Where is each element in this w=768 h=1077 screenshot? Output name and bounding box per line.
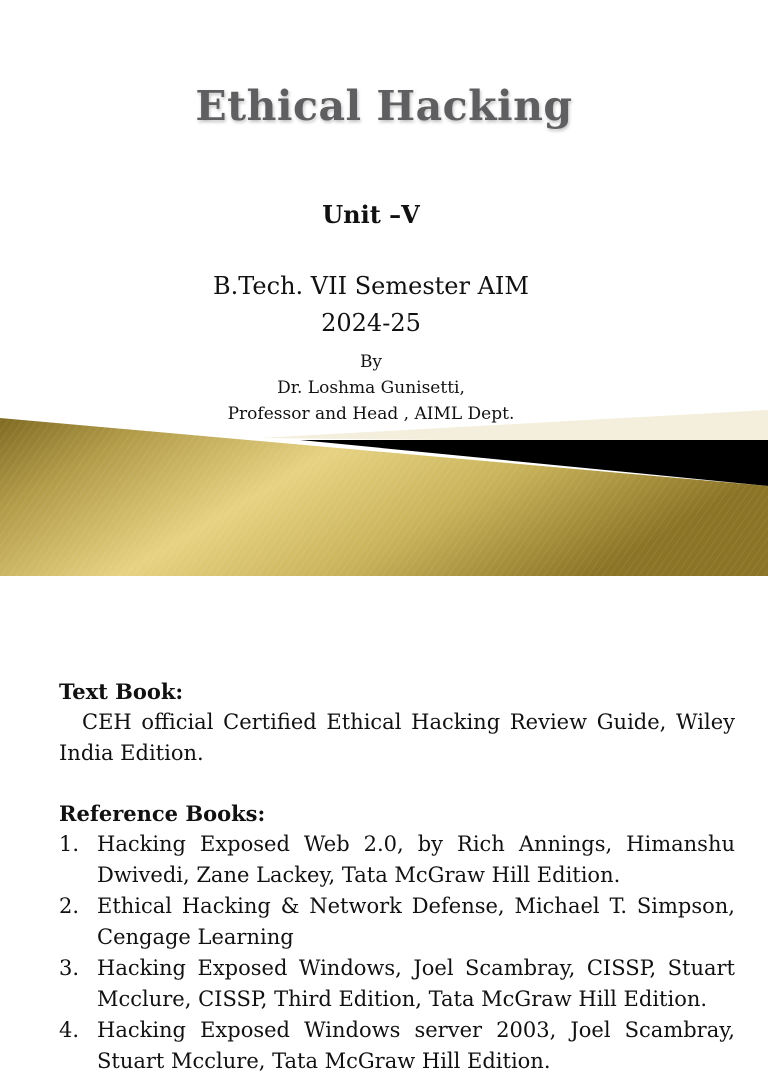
slide-title: Ethical Hacking — [195, 82, 573, 130]
list-item — [59, 1015, 735, 1077]
reference-list — [59, 829, 735, 1077]
list-item — [59, 829, 735, 891]
list-item — [59, 891, 735, 953]
course-label: B.Tech. VII Semester AIM — [213, 272, 529, 300]
reference-text: Hacking Exposed Windows server 2003, Joel Scambray, Stuart Mcclure, Tata McGraw Hill Edition. — [97, 1018, 735, 1073]
list-number: 1. — [59, 832, 80, 856]
author-name: Dr. Loshma Gunisetti, — [277, 378, 465, 398]
list-number: 3. — [59, 956, 80, 980]
list-number: 2. — [59, 894, 80, 918]
by-label: By — [359, 352, 383, 372]
unit-label: Unit –V — [322, 200, 420, 229]
reference-text: Ethical Hacking & Network Defense, Michael T. Simpson, Cengage Learning — [97, 894, 735, 949]
decorative-band — [0, 410, 768, 576]
author-role: Professor and Head , AIML Dept. — [227, 404, 515, 424]
list-number: 4. — [59, 1018, 80, 1042]
reference-heading: Reference Books: — [59, 801, 266, 826]
reference-text: Hacking Exposed Web 2.0, by Rich Annings, Himanshu Dwivedi, Zane Lackey, Tata McGraw Hill Edition. — [97, 832, 735, 887]
books-slide — [0, 576, 768, 1073]
year-label: 2024-25 — [321, 309, 421, 337]
list-item — [59, 953, 735, 1015]
text-book-entry: CEH official Certified Ethical Hacking Review Guide, Wiley India Edition. — [59, 710, 735, 765]
reference-text: Hacking Exposed Windows, Joel Scambray, CISSP, Stuart Mcclure, CISSP, Third Edition, Tata McGraw Hill Edition. — [97, 956, 735, 1011]
text-book-heading: Text Book: — [59, 679, 184, 704]
cream-wedge — [260, 410, 768, 440]
